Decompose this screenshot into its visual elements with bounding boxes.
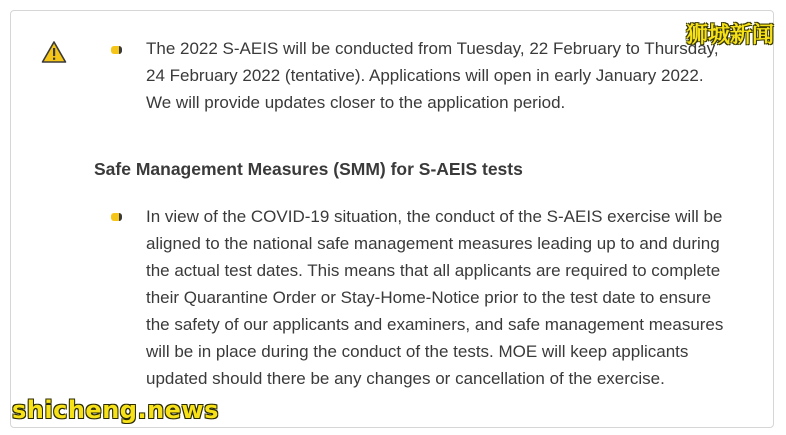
paragraph-line: aligned to the national safe management measures leading up to and during	[146, 234, 720, 253]
paragraph-line: We will provide updates closer to the application period.	[146, 93, 566, 112]
paragraph-line: their Quarantine Order or Stay-Home-Notice prior to the test date to ensure	[146, 288, 712, 307]
paragraph-line: the actual test dates. This means that all applicants are required to complete	[146, 261, 721, 280]
paragraph-line: the safety of our applicants and examiners, and safe management measures	[146, 315, 724, 334]
smm-paragraph	[146, 203, 723, 392]
watermark-top-right: 狮城新闻	[685, 23, 774, 48]
smm-heading: Safe Management Measures (SMM) for S-AEIS tests	[94, 159, 523, 179]
yellow-bullet-icon	[111, 213, 122, 221]
paragraph-line: will be in place during the conduct of the tests. MOE will keep applicants	[146, 342, 689, 361]
paragraph-line: In view of the COVID-19 situation, the conduct of the S-AEIS exercise will be	[146, 207, 723, 226]
warning-triangle-icon	[41, 40, 67, 64]
watermark-bottom-left: shicheng.news	[12, 396, 219, 424]
paragraph-line: updated should there be any changes or cancellation of the exercise.	[146, 369, 665, 388]
paragraph-line: The 2022 S-AEIS will be conducted from Tuesday, 22 February to Thursday,	[146, 39, 719, 58]
paragraph-line: 24 February 2022 (tentative). Applications will open in early January 2022.	[146, 66, 704, 85]
schedule-paragraph	[146, 35, 719, 116]
yellow-bullet-icon	[111, 46, 122, 54]
